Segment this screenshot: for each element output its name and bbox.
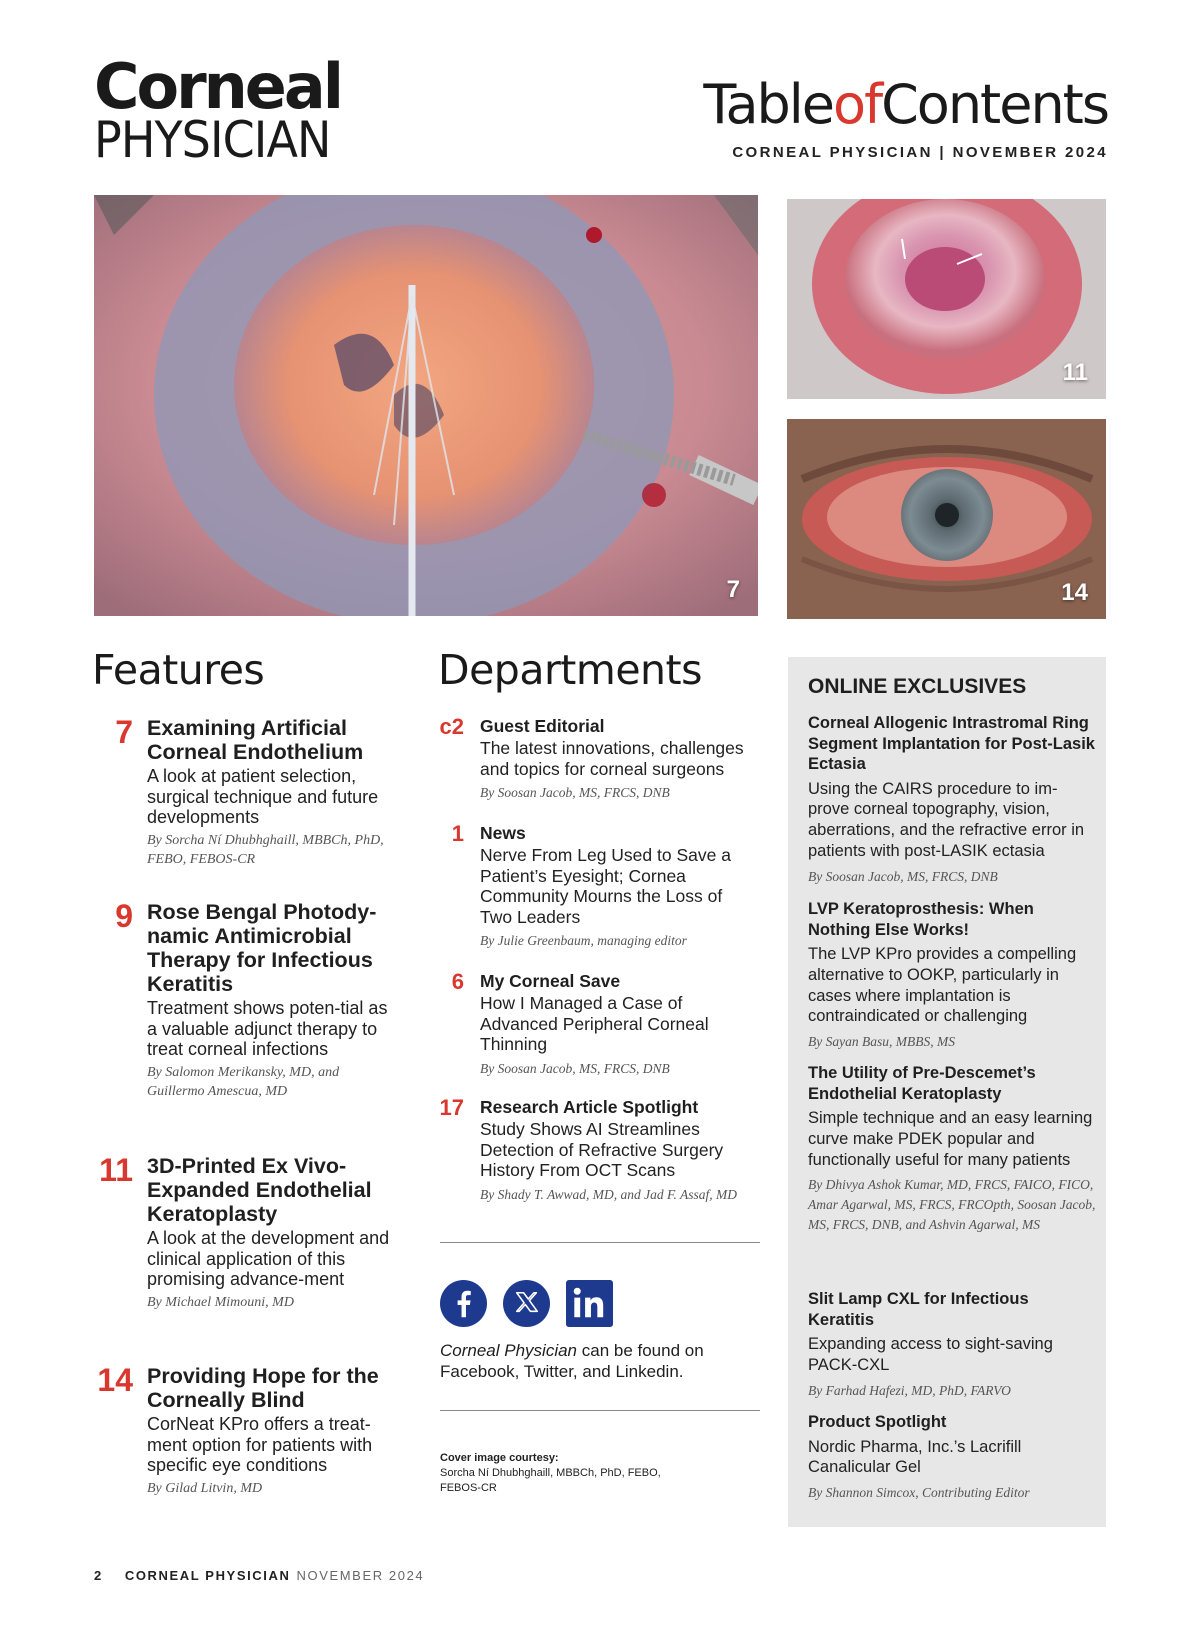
feature-byline: By Sorcha Ní Dhubhghaill, MBBCh, PhD, FEBO, FEBOS-CR bbox=[147, 832, 384, 867]
feature-page-number: 11 bbox=[99, 1152, 133, 1188]
online-exclusives-panel bbox=[788, 657, 1106, 1527]
cover-surgery-image bbox=[94, 195, 758, 616]
department-page-number: 6 bbox=[451, 969, 464, 994]
department-page-number: 17 bbox=[439, 1095, 464, 1120]
page-title bbox=[703, 74, 1108, 136]
online-title[interactable]: LVP Keratoprosthesis: When Nothing Else Works! bbox=[808, 900, 1034, 939]
feature-description: A look at patient selection, surgical technique and future developments bbox=[147, 766, 379, 827]
department-entry[interactable] bbox=[451, 821, 755, 950]
department-title[interactable]: Research Article Spotlight bbox=[480, 1097, 699, 1117]
divider bbox=[440, 1242, 760, 1243]
feature-description: CorNeat KPro offers a treat-ment option for patients with specific eye conditions bbox=[147, 1414, 373, 1475]
logo-word-corneal: Corneal bbox=[94, 50, 341, 123]
department-entry[interactable] bbox=[439, 1095, 755, 1204]
department-title[interactable]: My Corneal Save bbox=[480, 971, 621, 991]
feature-page-number: 14 bbox=[97, 1362, 133, 1398]
feature-title[interactable]: Rose Bengal Photody-namic Antimicrobial Therapy for Infectious Keratitis bbox=[147, 900, 377, 996]
social-note bbox=[440, 1340, 760, 1382]
online-title[interactable]: The Utility of Pre-Descemet’s Endothelial Keratoplasty bbox=[808, 1064, 1036, 1103]
feature-page-number: 9 bbox=[115, 898, 133, 934]
social-icons bbox=[440, 1280, 613, 1327]
x-twitter-icon[interactable] bbox=[503, 1280, 550, 1327]
image-page-number: 14 bbox=[1061, 579, 1088, 606]
feature-description: A look at the development and clinical application of this promising advance-ment bbox=[147, 1228, 390, 1289]
footer-date: NOVEMBER 2024 bbox=[296, 1568, 425, 1583]
online-byline: By Shannon Simcox, Contributing Editor bbox=[808, 1485, 1030, 1501]
magazine-logo bbox=[94, 50, 374, 169]
department-description: The latest innovations, challenges and topics for corneal surgeons bbox=[480, 738, 744, 779]
feature-entry[interactable] bbox=[115, 714, 397, 870]
department-page-number: 1 bbox=[451, 821, 464, 846]
feature-byline: By Gilad Litvin, MD bbox=[147, 1480, 263, 1496]
department-description: Nerve From Leg Used to Save a Patient’s Eyesight; Cornea Community Mourns the Loss of Two Leaders bbox=[480, 845, 731, 927]
page-footer bbox=[94, 1568, 424, 1583]
title-part-of: of bbox=[833, 73, 882, 136]
departments-heading: Departments bbox=[438, 646, 702, 694]
title-part-table: Table bbox=[703, 73, 834, 136]
feature-byline: By Michael Mimouni, MD bbox=[147, 1294, 294, 1310]
facebook-icon[interactable] bbox=[440, 1280, 487, 1327]
feature-entry[interactable] bbox=[115, 898, 392, 1102]
feature-entry[interactable] bbox=[97, 1362, 392, 1498]
online-entry[interactable] bbox=[808, 1412, 1098, 1503]
department-page-number: c2 bbox=[439, 714, 464, 739]
logo-word-physician: PHYSICIAN bbox=[94, 111, 331, 169]
title-part-contents: Contents bbox=[881, 73, 1108, 136]
cover-credit bbox=[440, 1451, 690, 1496]
online-entry[interactable] bbox=[808, 1063, 1098, 1235]
footer-magazine: CORNEAL PHYSICIAN bbox=[124, 1568, 291, 1583]
feature-entry[interactable] bbox=[99, 1152, 392, 1312]
image-page-number: 7 bbox=[726, 576, 740, 603]
feature-title[interactable]: 3D-Printed Ex Vivo-Expanded Endothelial Keratoplasty bbox=[147, 1154, 372, 1226]
page-number: 2 bbox=[94, 1568, 103, 1583]
department-entry[interactable] bbox=[451, 969, 750, 1078]
eye-image-11 bbox=[787, 199, 1106, 399]
department-byline: By Soosan Jacob, MS, FRCS, DNB bbox=[480, 785, 670, 800]
department-title[interactable]: Guest Editorial bbox=[480, 716, 605, 736]
department-title[interactable]: News bbox=[480, 823, 526, 843]
feature-title[interactable]: Providing Hope for the Corneally Blind bbox=[147, 1364, 379, 1412]
social-note-magazine: Corneal Physician bbox=[440, 1341, 578, 1360]
feature-page-number: 7 bbox=[115, 714, 133, 750]
feature-byline: By Salomon Merikansky, MD, and Guillermo Amescua, MD bbox=[147, 1064, 340, 1099]
cover-credit-label: Cover image courtesy: bbox=[440, 1452, 559, 1464]
feature-title[interactable]: Examining Artificial Corneal Endothelium bbox=[147, 716, 364, 764]
cover-credit-text: Sorcha Ní Dhubhghaill, MBBCh, PhD, FEBO, FEBOS-CR bbox=[440, 1467, 661, 1494]
image-page-number: 11 bbox=[1062, 359, 1088, 386]
online-entry[interactable] bbox=[808, 899, 1098, 1052]
divider bbox=[440, 1410, 760, 1411]
department-description: How I Managed a Case of Advanced Peripheral Corneal Thinning bbox=[480, 993, 709, 1054]
online-entry[interactable] bbox=[808, 1289, 1098, 1400]
online-byline: By Dhivya Ashok Kumar, MD, FRCS, FAICO, FICO, Amar Agarwal, MS, FRCS, FRCOpth, Soosan Jacob, MS, FRCS, DNB, and Ashvin Agarwal, MS bbox=[808, 1177, 1096, 1232]
eye-image-14 bbox=[787, 419, 1106, 619]
department-byline: By Shady T. Awwad, MD, and Jad F. Assaf, MD bbox=[480, 1186, 738, 1202]
issue-line: CORNEAL PHYSICIAN | NOVEMBER 2024 bbox=[732, 144, 1108, 161]
department-entry[interactable] bbox=[439, 714, 760, 802]
department-description: Study Shows AI Streamlines Detection of Refractive Surgery History From OCT Scans bbox=[480, 1119, 724, 1180]
feature-description: Treatment shows poten-tial as a valuable adjunct therapy to treat corneal infections bbox=[147, 998, 388, 1059]
online-title[interactable]: Slit Lamp CXL for Infectious Keratitis bbox=[808, 1290, 1029, 1329]
online-description: Nordic Pharma, Inc.’s Lacrifill Canalicular Gel bbox=[808, 1437, 1022, 1477]
online-byline: By Soosan Jacob, MS, FRCS, DNB bbox=[808, 868, 998, 884]
online-description: The LVP KPro provides a compelling alternative to OOKP, particularly in cases where implantation is contraindicated or challenging bbox=[808, 945, 1077, 1026]
online-description: Expanding access to sight-saving PACK-CXL bbox=[808, 1335, 1053, 1374]
online-title[interactable]: Corneal Allogenic Intrastromal Ring Segment Implantation for Post-Lasik Ectasia bbox=[808, 714, 1095, 773]
department-byline: By Soosan Jacob, MS, FRCS, DNB bbox=[480, 1060, 670, 1076]
online-exclusives-heading: ONLINE EXCLUSIVES bbox=[808, 675, 1027, 698]
features-heading: Features bbox=[92, 646, 265, 694]
online-entry[interactable] bbox=[808, 713, 1098, 886]
online-byline: By Sayan Basu, MBBS, MS bbox=[808, 1034, 955, 1050]
social-note-rest: can be found on Facebook, Twitter, and Linkedin. bbox=[440, 1341, 704, 1381]
linkedin-icon[interactable] bbox=[566, 1280, 613, 1327]
department-byline: By Julie Greenbaum, managing editor bbox=[480, 933, 687, 948]
online-description: Using the CAIRS procedure to im-prove corneal topography, vision, aberrations, and the refractive error in patients with post-LASIK ectasia bbox=[808, 779, 1085, 860]
online-title[interactable]: Product Spotlight bbox=[808, 1413, 947, 1431]
online-byline: By Farhad Hafezi, MD, PhD, FARVO bbox=[808, 1382, 1011, 1398]
online-description: Simple technique and an easy learning curve make PDEK popular and functionally useful for many patients bbox=[808, 1109, 1093, 1169]
